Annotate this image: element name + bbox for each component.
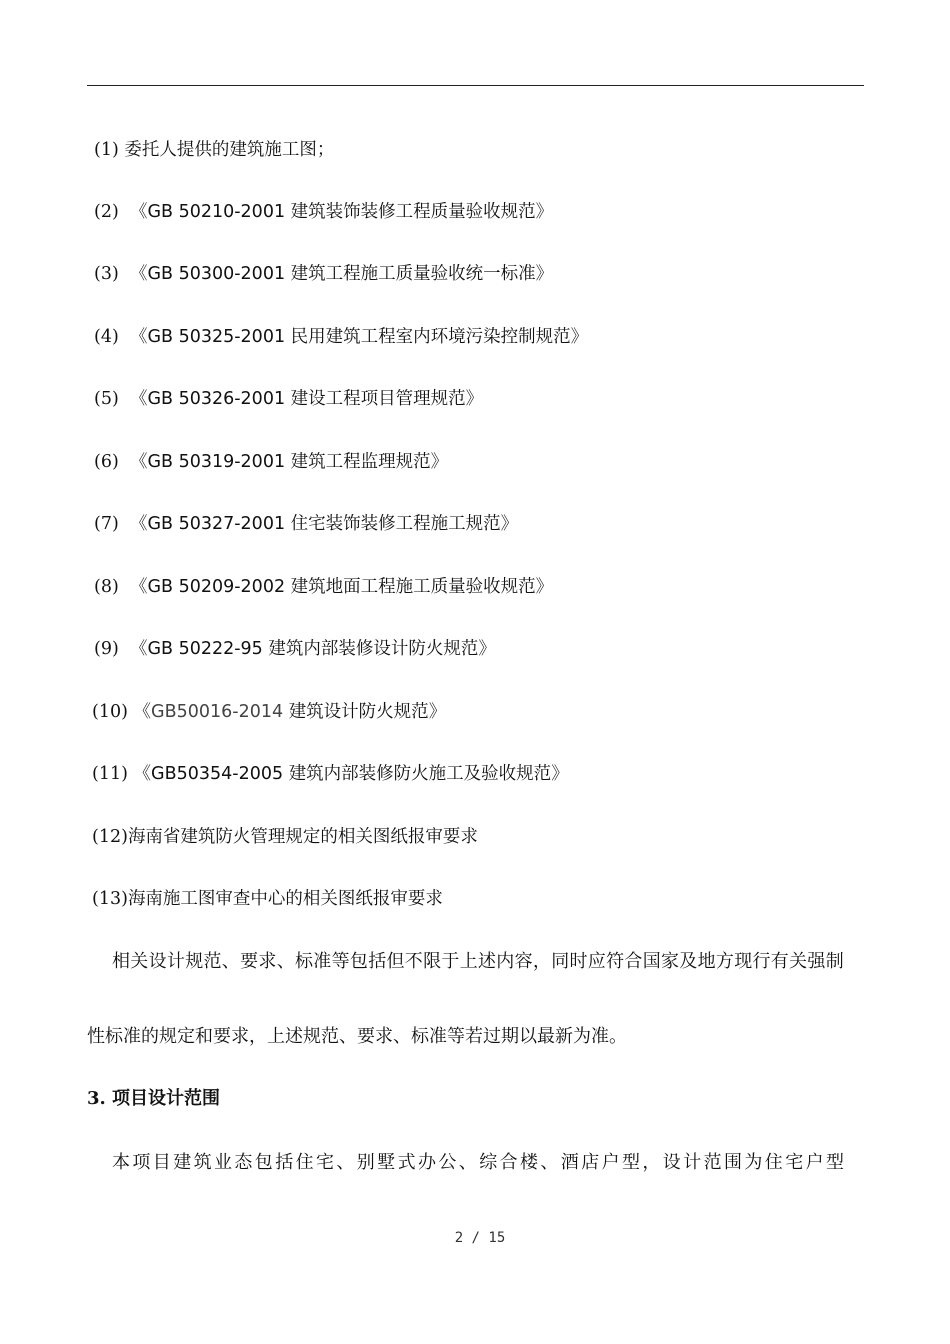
reference-open-quote: 《 <box>129 514 148 534</box>
reference-code: GB50016-2014 <box>151 702 284 722</box>
reference-close-quote: 》 <box>430 452 449 472</box>
reference-title: 建筑内部装修防火施工及验收规范 <box>288 764 552 784</box>
reference-item-7 <box>94 513 518 535</box>
reference-close-quote: 》 <box>570 327 589 347</box>
reference-title: 建筑工程监理规范 <box>290 452 431 472</box>
reference-open-quote: 《 <box>129 452 148 472</box>
body-paragraph-line: 相关设计规范、要求、标准等包括但不限于上述内容，同时应符合国家及地方现行有关强制 <box>112 951 844 972</box>
reference-item-13 <box>92 888 443 910</box>
reference-number: (7) <box>94 514 119 534</box>
reference-close-quote: 》 <box>478 639 496 659</box>
reference-open-quote: 《 <box>129 264 148 284</box>
reference-number: (6) <box>94 452 119 472</box>
reference-open-quote: 《 <box>129 202 148 222</box>
reference-item-6 <box>94 451 448 473</box>
reference-item-5 <box>94 388 483 410</box>
reference-open-quote: 《 <box>129 327 148 347</box>
reference-code: GB 50327-2001 <box>147 514 286 534</box>
reference-title: 建筑设计防火规范 <box>288 702 429 722</box>
reference-close-quote: 》 <box>428 702 447 722</box>
reference-number: (8) <box>94 577 119 597</box>
reference-item-2 <box>94 201 553 223</box>
reference-number: (13) <box>92 889 128 909</box>
reference-item-3 <box>94 263 553 285</box>
reference-number: (10) <box>92 702 128 722</box>
page-number: 2 / 15 <box>454 1230 506 1246</box>
section-heading: 3. 项目设计范围 <box>87 1088 221 1109</box>
reference-title: 建筑工程施工质量验收统一标准 <box>290 264 536 284</box>
reference-text: 海南省建筑防火管理规定的相关图纸报审要求 <box>127 827 478 847</box>
reference-number: (4) <box>94 327 119 347</box>
reference-open-quote: 《 <box>129 577 148 597</box>
reference-item-11 <box>92 763 569 785</box>
reference-number: (1) <box>94 140 119 160</box>
reference-title: 民用建筑工程室内环境污染控制规范 <box>290 327 571 347</box>
reference-item-12 <box>92 826 478 848</box>
reference-item-10 <box>92 701 446 723</box>
reference-number: (3) <box>94 264 119 284</box>
reference-item-4 <box>94 326 588 348</box>
reference-number: (12) <box>92 827 128 847</box>
reference-code: GB 50209-2002 <box>147 577 286 597</box>
reference-code: GB 50319-2001 <box>147 452 286 472</box>
reference-close-quote: 》 <box>500 514 519 534</box>
reference-title: 建设工程项目管理规范 <box>290 389 466 409</box>
header-rule <box>87 85 864 86</box>
reference-close-quote: 》 <box>551 764 569 784</box>
reference-title: 建筑地面工程施工质量验收规范 <box>290 577 536 597</box>
reference-close-quote: 》 <box>535 577 554 597</box>
reference-code: GB 50326-2001 <box>147 389 286 409</box>
reference-text: 委托人提供的建筑施工图； <box>124 140 335 160</box>
reference-title: 建筑装饰装修工程质量验收规范 <box>290 202 536 222</box>
reference-open-quote: 《 <box>133 764 152 784</box>
reference-open-quote: 《 <box>129 389 148 409</box>
body-paragraph-line: 本项目建筑业态包括住宅、别墅式办公、综合楼、酒店户型，设计范围为住宅户型 <box>112 1152 847 1173</box>
reference-open-quote: 《 <box>133 702 152 722</box>
reference-number: (5) <box>94 389 119 409</box>
reference-title: 建筑内部装修设计防火规范 <box>268 639 479 659</box>
reference-code: GB 50210-2001 <box>147 202 286 222</box>
reference-title: 住宅装饰装修工程施工规范 <box>290 514 501 534</box>
reference-close-quote: 》 <box>465 389 484 409</box>
reference-item-8 <box>94 576 553 598</box>
reference-code: GB 50222-95 <box>147 639 263 659</box>
reference-item-9 <box>94 638 496 660</box>
body-paragraph-line: 性标准的规定和要求，上述规范、要求、标准等若过期以最新为准。 <box>87 1026 627 1047</box>
reference-text: 海南施工图审查中心的相关图纸报审要求 <box>127 889 443 909</box>
reference-close-quote: 》 <box>535 202 554 222</box>
reference-number: (9) <box>94 639 119 659</box>
reference-code: GB 50300-2001 <box>147 264 286 284</box>
reference-open-quote: 《 <box>129 639 148 659</box>
reference-number: (2) <box>94 202 119 222</box>
reference-close-quote: 》 <box>535 264 554 284</box>
reference-code: GB50354-2005 <box>151 764 284 784</box>
reference-number: (11) <box>92 764 128 784</box>
reference-code: GB 50325-2001 <box>147 327 286 347</box>
reference-item-1 <box>94 139 334 161</box>
